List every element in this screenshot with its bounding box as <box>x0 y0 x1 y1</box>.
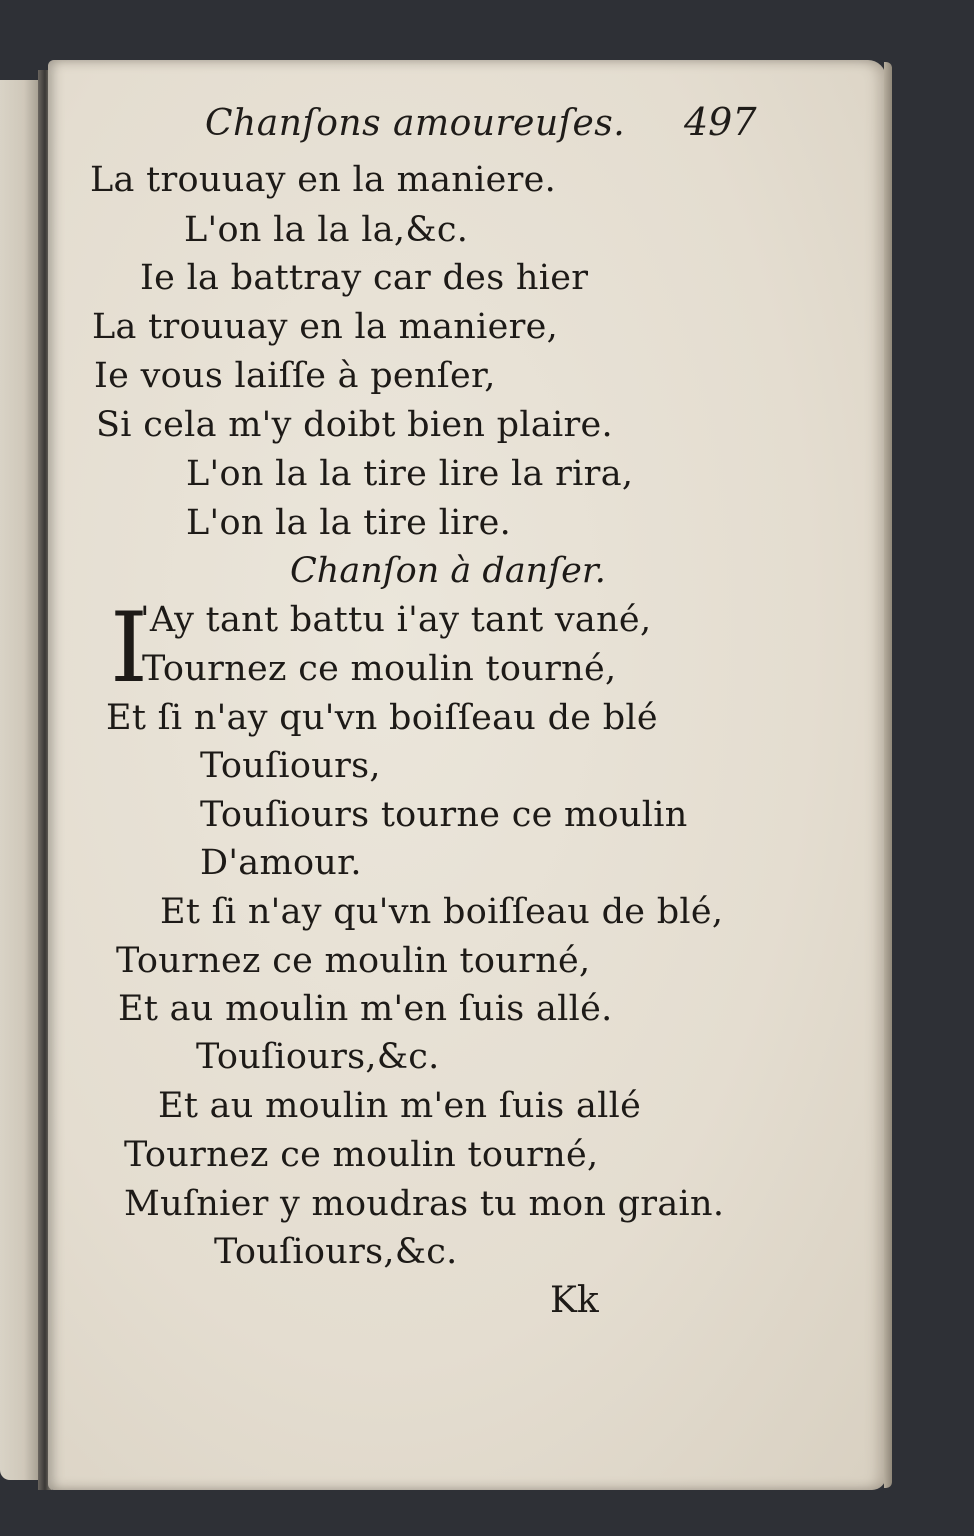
verse-line: La trouuay en la maniere, <box>92 307 559 347</box>
signature-mark: Kk <box>550 1280 599 1321</box>
song-line: Tournez ce moulin tourné, <box>142 649 617 689</box>
song-line: Tournez ce moulin tourné, <box>116 941 591 981</box>
song-line: 'Ay tant battu i'ay tant vané, <box>140 600 652 640</box>
verse-line: La trouuay en la maniere. <box>90 160 557 200</box>
page-number: 497 <box>684 100 757 144</box>
page-fore-edge <box>884 62 892 1488</box>
song-line: Touſiours tourne ce moulin <box>200 795 688 835</box>
song-line: D'amour. <box>200 843 362 883</box>
verse-line: L'on la la la,&c. <box>184 210 469 250</box>
song-title: Chanſon à danſer. <box>290 551 606 591</box>
song-line: Touſiours, <box>200 746 381 786</box>
song-line: Tournez ce moulin tourné, <box>124 1135 599 1175</box>
song-line: Et ſi n'ay qu'vn boiſſeau de blé <box>106 698 658 738</box>
song-line: Et ſi n'ay qu'vn boiſſeau de blé, <box>160 892 724 932</box>
song-line: Touſiours,&c. <box>214 1232 458 1272</box>
song-line: Et au moulin m'en ſuis allé. <box>118 989 613 1029</box>
verse-line: Si cela m'y doibt bien plaire. <box>96 405 613 445</box>
drop-cap: I <box>110 592 148 704</box>
previous-page-edge <box>0 80 40 1480</box>
song-line: Touſiours,&c. <box>196 1037 440 1077</box>
verse-line: L'on la la tire lire. <box>186 503 512 543</box>
song-line: Muſnier y moudras tu mon grain. <box>124 1184 725 1224</box>
verse-line: Ie la battray car des hier <box>140 258 589 298</box>
verse-line: L'on la la tire lire la rira, <box>186 454 634 494</box>
verse-line: Ie vous laiſſe à penſer, <box>94 356 496 396</box>
running-head: Chanſons amoureuſes. <box>205 103 626 144</box>
song-line: Et au moulin m'en ſuis allé <box>158 1086 642 1126</box>
